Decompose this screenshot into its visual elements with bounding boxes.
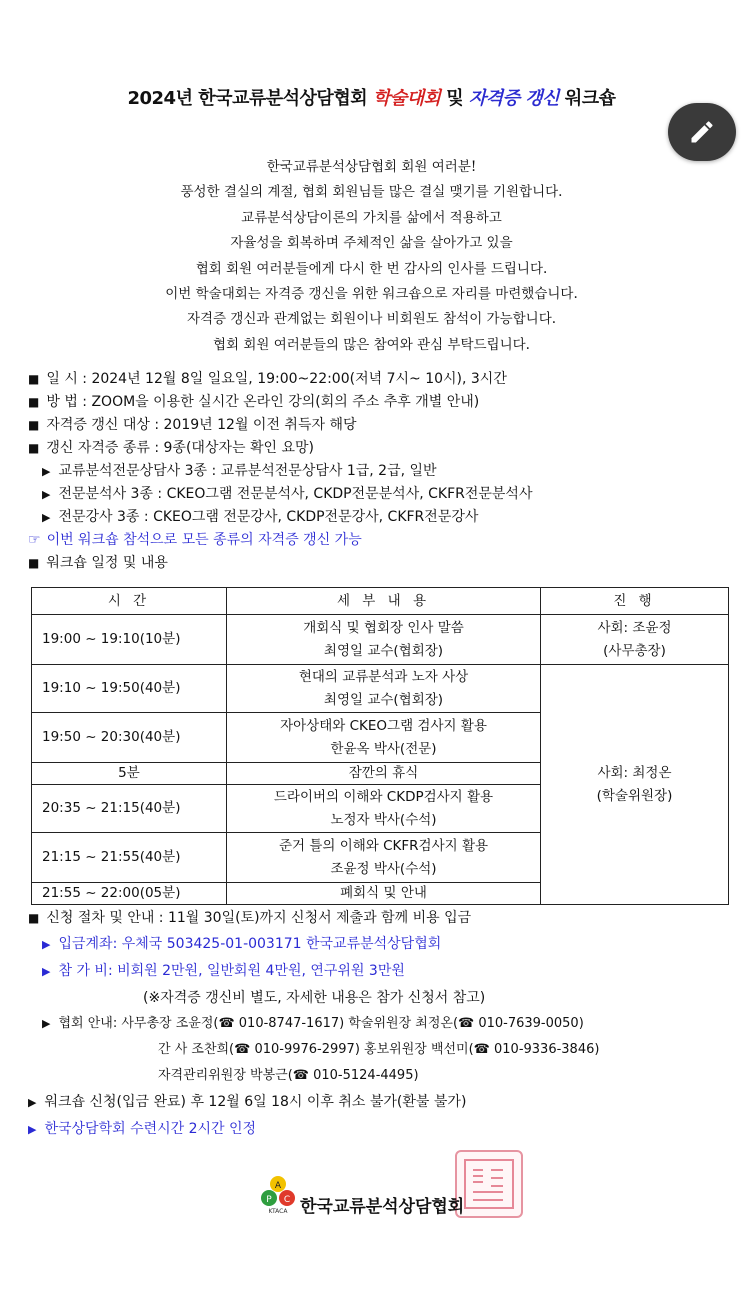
row-time: 20:35 ~ 21:15(40분) [32,785,227,833]
host-cell-2: 사회: 최정온 (학술위원장) [541,665,729,905]
info-note: ☞ 이번 워크숍 참석으로 모든 종류의 자격증 갱신 가능 [28,529,728,552]
info-method: ■ 방 법 : ZOOM을 이용한 실시간 온라인 강의(회의 주소 추후 개별 안내) [28,391,728,414]
footer-org-name: 한국교류분석상담협회 [300,1197,465,1217]
svg-text:C: C [283,1195,291,1205]
col-header-content: 세 부 내 용 [227,588,541,615]
edit-button[interactable] [668,103,736,161]
pencil-icon [688,118,716,146]
apply-procedure: ■ 신청 절차 및 안내 : 11월 30일(토)까지 신청서 제출과 함께 비용 입금 [28,905,728,931]
apply-fee-note: (※자격증 갱신비 별도, 자세한 내용은 참가 신청서 참고) [143,990,486,1006]
info-type-2: ▶ 전문분석사 3종 : CKEO그램 전문분석사, CKDP전문분석사, CKFR전문분석사 [28,483,728,506]
row-content: 현대의 교류분석과 노자 사상 최영일 교수(협회장) [227,665,541,713]
info-datetime: ■ 일 시 : 2024년 12월 8일 일요일, 19:00~22:00(저녁 7시~ 10시), 3시간 [28,368,728,391]
seal-icon [461,1156,517,1212]
apply-credit: ▶ 한국상담학회 수련시간 2시간 인정 [28,1116,728,1143]
info-types: ■ 갱신 자격증 종류 : 9종(대상자는 확인 요망) [28,437,728,460]
host-cell-1: 사회: 조윤정 (사무총장) [541,615,729,665]
row-content: 잠깐의 휴식 [227,763,541,785]
table-row [32,665,729,713]
row-time: 21:15 ~ 21:55(40분) [32,833,227,883]
svg-text:A: A [274,1181,282,1191]
row-content: 준거 틀의 이해와 CKFR검사지 활용 조윤정 박사(수석) [227,833,541,883]
apply-account: ▶ 입금계좌: 우체국 503425-01-003171 한국교류분석상담협회 [28,931,728,958]
table-row [32,615,729,665]
row-content: 자아상태와 CKEO그램 검사지 활용 한윤옥 박사(전문) [227,713,541,763]
row-time: 19:00 ~ 19:10(10분) [32,615,227,665]
apply-cancel: ▶ 워크숍 신청(입금 완료) 후 12월 6일 18시 이후 취소 불가(환불 불가) [28,1089,728,1116]
title-highlight-conference: 학술대회 [372,88,441,109]
row-time: 5분 [32,763,227,785]
title-highlight-renewal: 자격증 갱신 [468,88,560,109]
row-time: 19:10 ~ 19:50(40분) [32,665,227,713]
col-header-time: 시 간 [32,588,227,615]
info-eligibility: ■ 자격증 갱신 대상 : 2019년 12월 이전 취득자 해당 [28,414,728,437]
col-header-host: 진 행 [541,588,729,615]
ktaca-logo-icon [258,1175,298,1215]
row-content: 드라이버의 이해와 CKDP검사지 활용 노정자 박사(수석) [227,785,541,833]
svg-text:P: P [266,1195,272,1205]
info-type-3: ▶ 전문강사 3종 : CKEO그램 전문강사, CKDP전문강사, CKFR전문강사 [28,506,728,529]
apply-block [28,905,728,1143]
apply-fee: ▶ 참 가 비: 비회원 2만원, 일반회원 4만원, 연구위원 3만원 [28,958,728,985]
intro-message: 한국교류분석상담협회 회원 여러분! 풍성한 결실의 계절, 협회 회원님들 많은 결실 맺기를 기원합니다. 교류분석상담이론의 가치를 삶에서 적용하고 자율성을 회복하며 주체적인 삶을 살아가고 있을 협회 회원 여러분들에게 다시 한 번 감사의 인사를 드립니다. 이번 학술대회는 자격증 갱신을 위한 워크숍으로 자리를 마련했습니다. 자격증 갱신과 관계없는 회원이나 비회원도 참석이 가능합니다. 협회 회원 여러분들의 많은 참여와 관심 부탁드립니다. [165,159,578,353]
svg-text:KTACA: KTACA [268,1208,288,1215]
row-content: 폐회식 및 안내 [227,883,541,905]
schedule-heading: ■ 워크숍 일정 및 내용 [28,552,728,575]
row-content: 개회식 및 협회장 인사 말씀 최영일 교수(협회장) [227,615,541,665]
row-time: 21:55 ~ 22:00(05분) [32,883,227,905]
document-title: 2024년 한국교류분석상담협회 학술대회 및 자격증 갱신 워크숍 [127,88,616,109]
info-block [28,368,728,575]
row-time: 19:50 ~ 20:30(40분) [32,713,227,763]
schedule-table [31,587,729,905]
apply-contact-1: ▶ 협회 안내: 사무총장 조윤정(☎ 010-8747-1617) 학술위원장 최정온(☎ 010-7639-0050) [28,1011,728,1037]
apply-contact-2: 간 사 조찬희(☎ 010-9976-2997) 홍보위원장 백선미(☎ 010-9336-3846) [158,1042,600,1057]
table-header-row [32,588,729,615]
org-seal-stamp [455,1150,523,1218]
apply-contact-3: 자격관리위원장 박봉근(☎ 010-5124-4495) [158,1068,419,1083]
info-type-1: ▶ 교류분석전문상담사 3종 : 교류분석전문상담사 1급, 2급, 일반 [28,460,728,483]
